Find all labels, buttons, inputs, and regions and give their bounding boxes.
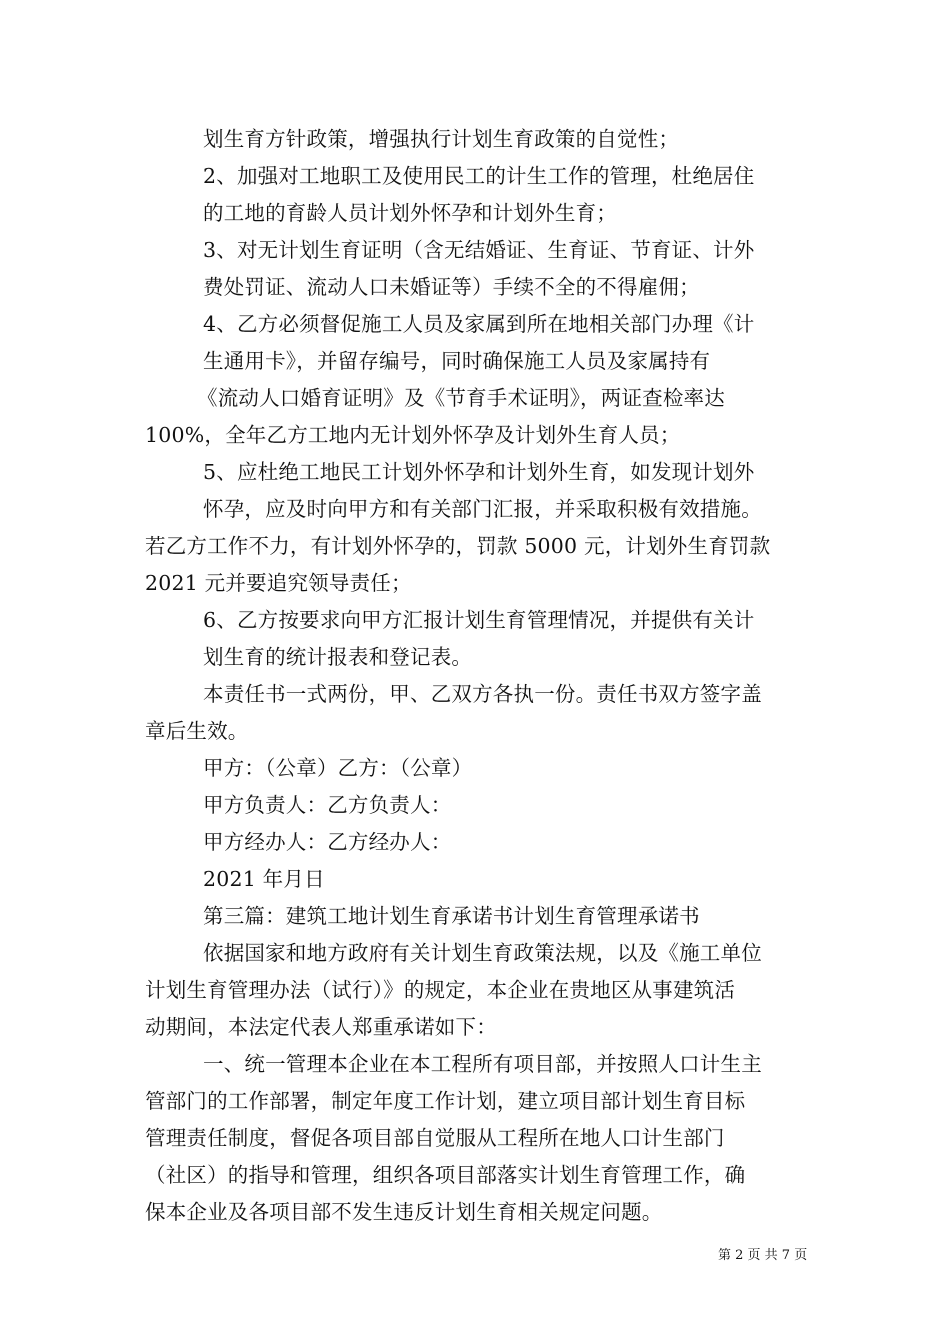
text-line: 管理责任制度，督促各项目部自觉服从工程所在地人口计生部门: [145, 1126, 725, 1150]
text-line: 100%，全年乙方工地内无计划外怀孕及计划外生育人员；: [145, 423, 681, 447]
text-line: 生通用卡》，并留存编号，同时确保施工人员及家属持有: [203, 349, 711, 373]
text-line: 费处罚证、流动人口未婚证等）手续不全的不得雇佣；: [203, 275, 700, 299]
text-line: 计划生育管理办法（试行）》的规定，本企业在贵地区从事建筑活: [145, 978, 736, 1002]
text-line: 4、乙方必须督促施工人员及家属到所在地相关部门办理《计: [203, 312, 755, 336]
text-line: 划生育方针政策，增强执行计划生育政策的自觉性；: [203, 127, 680, 151]
text-line: 3、对无计划生育证明（含无结婚证、生育证、节育证、计外: [203, 238, 755, 262]
section-heading: 第三篇：建筑工地计划生育承诺书计划生育管理承诺书: [203, 904, 700, 928]
text-line: 划生育的统计报表和登记表。: [203, 645, 473, 669]
text-line: 6、乙方按要求向甲方汇报计划生育管理情况，并提供有关计: [203, 608, 755, 632]
text-line: 依据国家和地方政府有关计划生育政策法规，以及《施工单位: [203, 941, 762, 965]
signature-line: 甲方经办人：乙方经办人：: [203, 830, 452, 854]
text-line: 5、应杜绝工地民工计划外怀孕和计划外生育，如发现计划外: [203, 460, 755, 484]
text-line: 章后生效。: [145, 719, 249, 743]
text-line: 怀孕，应及时向甲方和有关部门汇报，并采取积极有效措施。: [203, 497, 762, 521]
signature-line: 甲方：（公章）乙方：（公章）: [203, 756, 473, 780]
date-line: 2021 年月日: [203, 867, 325, 891]
text-line: 一、统一管理本企业在本工程所有项目部，并按照人口计生主: [203, 1052, 762, 1076]
text-line: 管部门的工作部署，制定年度工作计划，建立项目部计划生育目标: [145, 1089, 746, 1113]
text-line: （社区）的指导和管理，组织各项目部落实计划生育管理工作，确: [145, 1163, 746, 1187]
text-line: 2、加强对工地职工及使用民工的计生工作的管理，杜绝居住: [203, 164, 755, 188]
text-line: 若乙方工作不力，有计划外怀孕的，罚款 5000 元，计划外生育罚款: [145, 534, 771, 558]
text-line: 动期间，本法定代表人郑重承诺如下：: [145, 1015, 497, 1039]
text-line: 2021 元并要追究领导责任；: [145, 571, 412, 595]
text-line: 的工地的育龄人员计划外怀孕和计划外生育；: [203, 201, 617, 225]
text-line: 本责任书一式两份，甲、乙双方各执一份。责任书双方签字盖: [203, 682, 762, 706]
signature-line: 甲方负责人：乙方负责人：: [203, 793, 452, 817]
text-line: 保本企业及各项目部不发生违反计划生育相关规定问题。: [145, 1200, 663, 1224]
page-number-footer: 第 2 页 共 7 页: [718, 1248, 808, 1263]
text-line: 《流动人口婚育证明》及《节育手术证明》，两证查检率达: [197, 386, 725, 410]
